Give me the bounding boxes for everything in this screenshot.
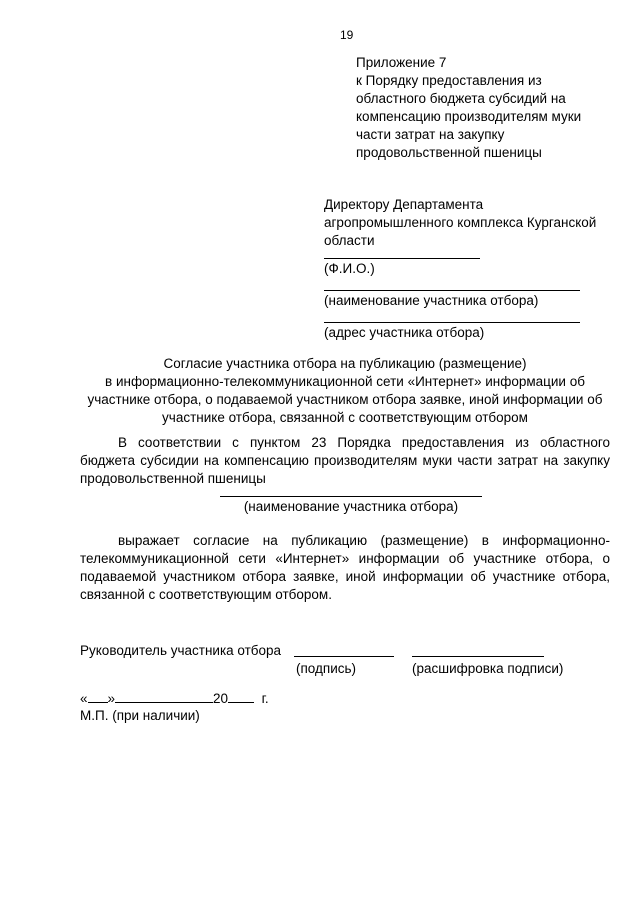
year-suffix: г.	[261, 691, 269, 706]
participant-name-label: (наименование участника отбора)	[324, 293, 539, 308]
stamp-note: М.П. (при наличии)	[80, 708, 200, 723]
month-fill-line[interactable]	[115, 689, 213, 703]
appendix-line: части затрат на закупку	[356, 127, 505, 142]
transcript-label: (расшифровка подписи)	[412, 661, 564, 676]
participant-address-label: (адрес участника отбора)	[324, 325, 485, 340]
participant-name-body-label: (наименование участника отбора)	[243, 499, 459, 514]
fio-fill-line[interactable]	[324, 258, 480, 259]
addressee-line: агропромышленного комплекса Курганской	[324, 215, 597, 230]
consent-title-line: участнике отбора, связанной с соответствующим отбором	[162, 410, 528, 425]
participant-name-body-fill-line[interactable]	[220, 496, 482, 497]
fio-label: (Ф.И.О.)	[324, 261, 375, 276]
body-paragraph-1: В соответствии с пунктом 23 Порядка предоставления из областного бюджета субсидии на компенсацию производителям муки части затрат на закупку продовольственной пшеницы	[80, 435, 610, 486]
year-fill-line[interactable]	[228, 689, 254, 703]
appendix-line: компенсацию производителям муки	[356, 109, 582, 124]
appendix-title: Приложение 7	[356, 55, 447, 70]
date-open-quote: «	[80, 691, 88, 706]
consent-title-line: участнике отбора, о подаваемой участником отбора заявке, иной информации об	[87, 392, 603, 407]
participant-name-fill-line[interactable]	[324, 290, 580, 291]
signature-fill-line[interactable]	[294, 656, 394, 657]
appendix-line: продовольственной пшеницы	[356, 145, 542, 160]
consent-title-line: в информационно-телекоммуникационной сети «Интернет» информации об	[105, 374, 585, 389]
date-row	[80, 689, 269, 708]
transcript-fill-line[interactable]	[412, 656, 544, 657]
appendix-line: к Порядку предоставления из	[356, 73, 542, 88]
appendix-block	[356, 54, 626, 162]
page-number: 19	[340, 28, 354, 42]
addressee-block	[324, 196, 624, 250]
consent-title-line: Согласие участника отбора на публикацию (размещение)	[163, 356, 527, 371]
date-close-quote: »	[107, 691, 116, 706]
participant-address-fill-line[interactable]	[324, 322, 580, 323]
addressee-line: области	[324, 233, 375, 248]
head-label: Руководитель участника отбора	[80, 643, 282, 658]
year-prefix: 20	[213, 691, 229, 706]
signature-label: (подпись)	[296, 661, 357, 676]
body-paragraph-2: выражает согласие на публикацию (размещение) в информационно-телекоммуникационной сети «Интернет» информации об участнике отбора, о подаваемой участником отбора заявке, иной информации об участнике отбора, связанной с соответствующим отбором.	[80, 533, 610, 602]
addressee-line: Директору Департамента	[324, 197, 484, 212]
consent-title	[80, 355, 610, 427]
appendix-line: областного бюджета субсидий на	[356, 91, 566, 106]
day-fill-line[interactable]	[88, 689, 108, 703]
